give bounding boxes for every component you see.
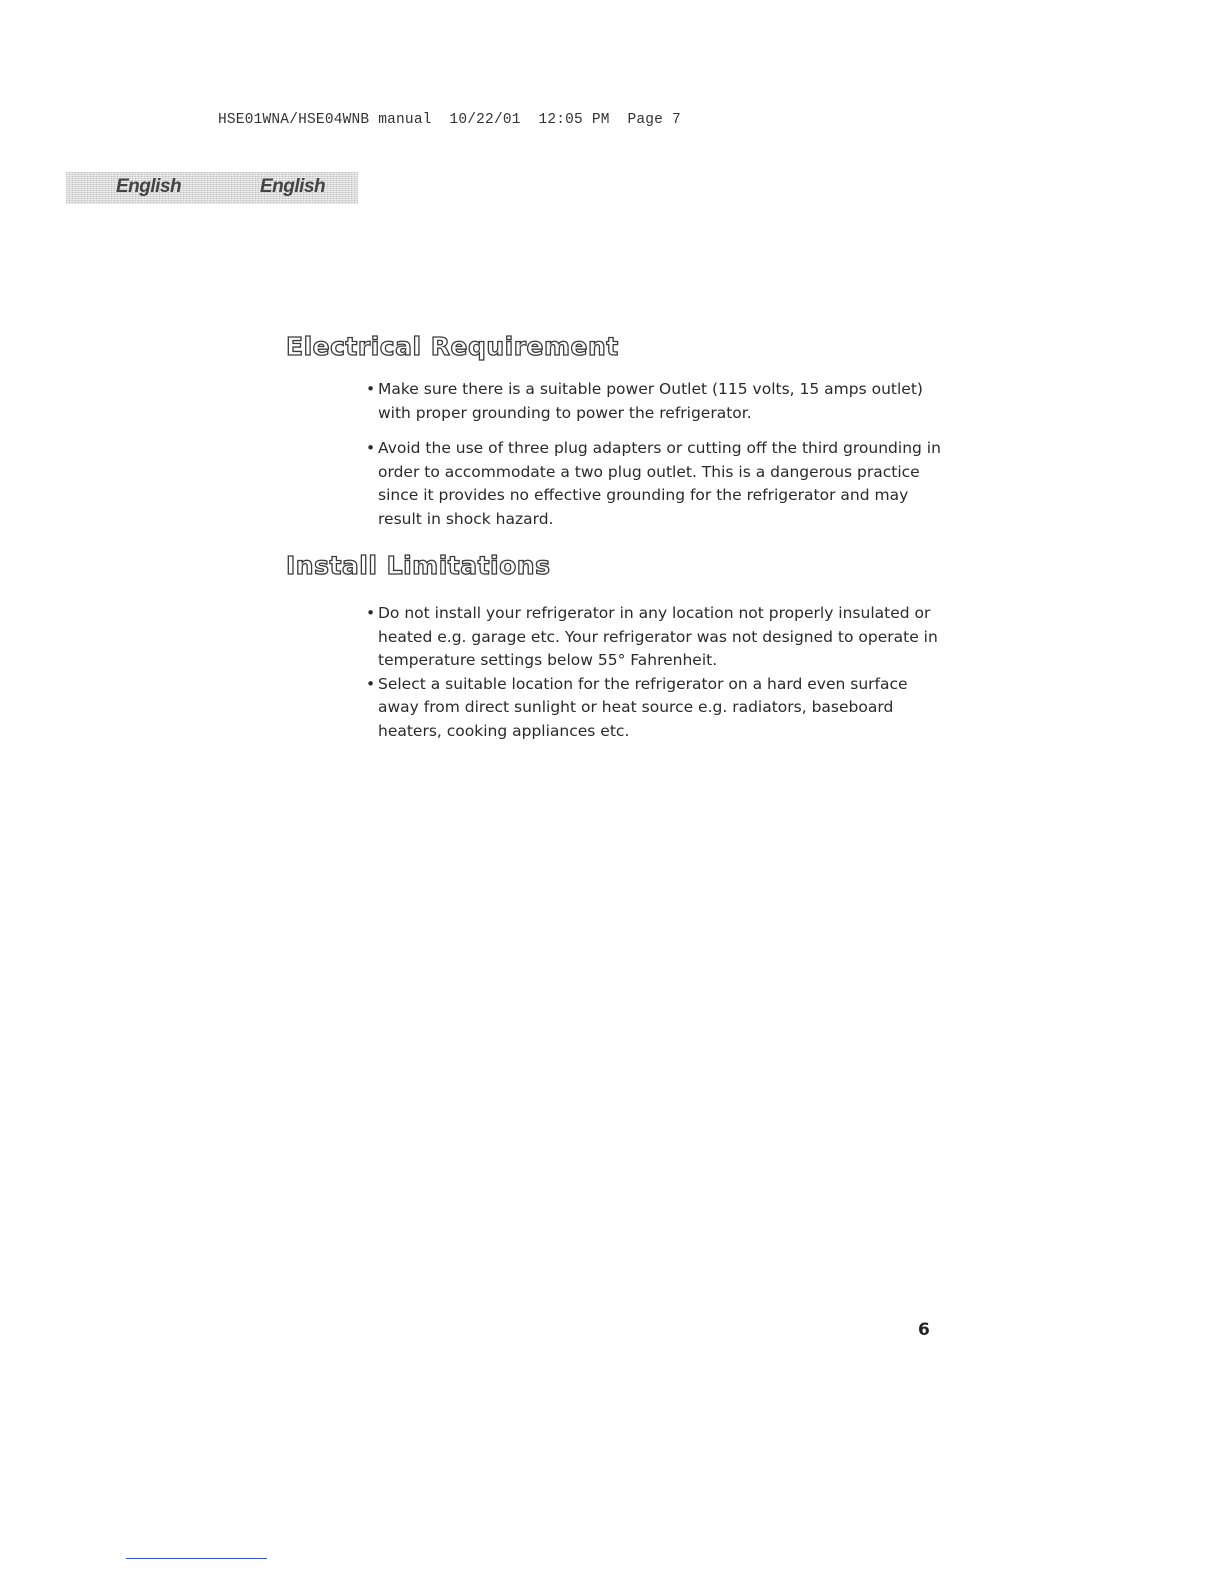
- bullet-icon: •: [366, 439, 376, 457]
- electrical-requirement-list: [366, 378, 946, 531]
- bullet-icon: •: [366, 674, 376, 693]
- list-item-text: Select a suitable location for the refrigerator on a hard even surface away from direct sunlight or heat source e.g. radiators, baseboard heaters, cooking appliances etc.: [378, 674, 908, 740]
- section-title-electrical-requirement: Electrical Requirement: [286, 332, 619, 361]
- print-header: HSE01WNA/HSE04WNB manual 10/22/01 12:05 PM Page 7: [218, 112, 681, 128]
- language-tab: [66, 172, 358, 204]
- language-label-left: English: [116, 176, 182, 197]
- bullet-icon: •: [366, 604, 376, 622]
- install-limitations-list: [366, 602, 946, 743]
- language-label-right: English: [260, 176, 326, 197]
- footer-rule: [126, 1558, 267, 1559]
- list-item-text: Make sure there is a suitable power Outlet (115 volts, 15 amps outlet) with proper grounding to power the refrigerator.: [378, 380, 923, 422]
- list-item: [366, 602, 946, 673]
- section-title-install-limitations: Install Limitations: [286, 551, 551, 580]
- list-item: [366, 378, 946, 425]
- list-item: [366, 673, 946, 744]
- list-item-text: Do not install your refrigerator in any location not properly insulated or heated e.g. garage etc. Your refrigerator was not designed to operate in temperature settings below 55° Fahrenheit.: [378, 604, 938, 669]
- list-item: [366, 437, 946, 531]
- list-item-text: Avoid the use of three plug adapters or cutting off the third grounding in order to accommodate a two plug outlet. This is a dangerous practice since it provides no effective grounding for the refrigerator and may result in shock hazard.: [378, 439, 941, 528]
- page-number: 6: [918, 1320, 930, 1340]
- bullet-icon: •: [366, 380, 376, 398]
